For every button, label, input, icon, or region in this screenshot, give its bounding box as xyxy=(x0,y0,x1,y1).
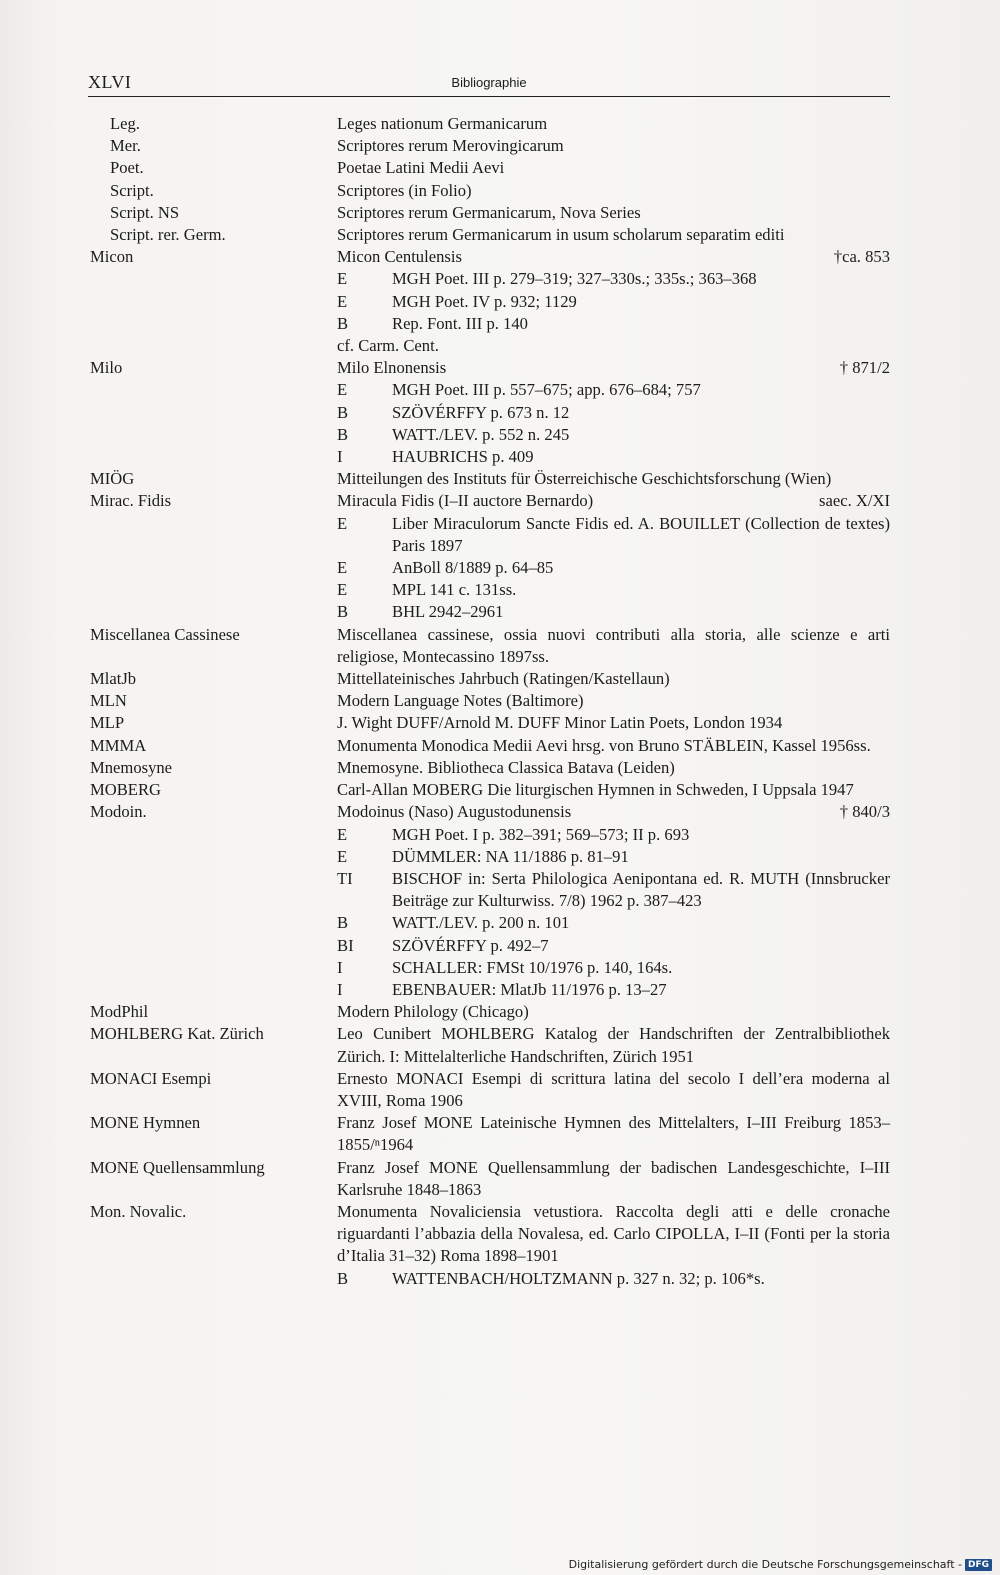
entry-abbreviation: Micon xyxy=(90,247,134,267)
entry-text: Modoinus (Naso) Augustodunensis xyxy=(337,802,572,822)
bibliography-subentry xyxy=(0,868,1000,912)
entry-code: I xyxy=(337,447,343,467)
entry-text: Miracula Fidis (I–II auctore Bernardo) xyxy=(337,491,594,511)
entry-code: E xyxy=(337,513,348,533)
entry-text: Liber Miraculorum Sancte Fidis ed. A. BOUILLET (Collection de textes) Paris 1897 xyxy=(392,513,890,555)
bibliography-subentry xyxy=(0,513,1000,557)
entry-text: cf. Carm. Cent. xyxy=(337,336,439,356)
bibliography-subentry xyxy=(0,268,1000,290)
entry-text: Scriptores rerum Merovingicarum xyxy=(337,136,564,156)
bibliography-entry xyxy=(0,202,1000,224)
entry-text: J. Wight DUFF/Arnold M. DUFF Minor Latin Poets, London 1934 xyxy=(337,713,783,733)
bibliography-entry xyxy=(0,113,1000,135)
entry-abbreviation: MONE Hymnen xyxy=(90,1113,201,1133)
bibliography-entry xyxy=(0,357,1000,379)
entry-code: BI xyxy=(337,935,354,955)
entry-text: Miscellanea cassinese, ossia nuovi contributi alla storia, alle scienze e arti religiose, Montecassino 1897ss. xyxy=(337,624,890,666)
bibliography-entry xyxy=(0,624,1000,668)
bibliography-entry xyxy=(0,1023,1000,1067)
entry-abbreviation: Mirac. Fidis xyxy=(90,491,172,511)
entry-text: MGH Poet. III p. 279–319; 327–330s.; 335s.; 363–368 xyxy=(392,269,757,289)
bibliography-entry xyxy=(0,490,1000,512)
entry-text: SZÖVÉRFFY p. 492–7 xyxy=(392,935,549,955)
bibliography-list xyxy=(0,113,1000,1290)
bibliography-entry xyxy=(0,735,1000,757)
entry-text: Ernesto MONACI Esempi di scrittura latina del secolo I dell’era moderna al XVIII, Roma 1906 xyxy=(337,1068,890,1110)
entry-abbreviation: Modoin. xyxy=(90,802,147,822)
entry-abbreviation: Mer. xyxy=(110,136,141,156)
entry-abbreviation: MMMA xyxy=(90,735,147,755)
bibliography-entry xyxy=(0,757,1000,779)
entry-text: Scriptores rerum Germanicarum in usum scholarum separatim editi xyxy=(337,225,785,245)
bibliography-entry xyxy=(0,668,1000,690)
entry-code: E xyxy=(337,291,348,311)
entry-text: Poetae Latini Medii Aevi xyxy=(337,158,505,178)
entry-code: E xyxy=(337,558,348,578)
entry-code: E xyxy=(337,269,348,289)
entry-abbreviation: ModPhil xyxy=(90,1002,149,1022)
entry-abbreviation: MLN xyxy=(90,691,127,711)
bibliography-entry xyxy=(0,157,1000,179)
bibliography-entry xyxy=(0,180,1000,202)
funding-note: Digitalisierung gefördert durch die Deutsche Forschungsgemeinschaft - xyxy=(568,1558,962,1571)
entry-text: Scriptores (in Folio) xyxy=(337,180,472,200)
entry-abbreviation: MOHLBERG Kat. Zürich xyxy=(90,1024,264,1044)
entry-text: Modern Philology (Chicago) xyxy=(337,1002,529,1022)
entry-code: B xyxy=(337,402,349,422)
entry-code: B xyxy=(337,424,349,444)
bibliography-entry xyxy=(0,1068,1000,1112)
entry-text: SCHALLER: FMSt 10/1976 p. 140, 164s. xyxy=(392,957,673,977)
entry-abbreviation: Milo xyxy=(90,358,123,378)
entry-abbreviation: Poet. xyxy=(110,158,144,178)
entry-text: Franz Josef MONE Quellensammlung der badischen Landesgeschichte, I–III Karlsruhe 1848–1863 xyxy=(337,1157,890,1199)
bibliography-entry xyxy=(0,690,1000,712)
entry-text: MPL 141 c. 131ss. xyxy=(392,580,517,600)
entry-text: MGH Poet. I p. 382–391; 569–573; II p. 693 xyxy=(392,824,690,844)
entry-text: HAUBRICHS p. 409 xyxy=(392,447,534,467)
bibliography-entry xyxy=(0,468,1000,490)
entry-date: † 840/3 xyxy=(839,802,890,822)
entry-text: Mittellateinisches Jahrbuch (Ratingen/Kastellaun) xyxy=(337,669,670,689)
bibliography-subentry xyxy=(0,424,1000,446)
entry-abbreviation: MOBERG xyxy=(90,780,161,800)
funding-footer xyxy=(569,1558,992,1571)
entry-text: Franz Josef MONE Lateinische Hymnen des Mittelalters, I–III Freiburg 1853–1855/ⁿ1964 xyxy=(337,1113,890,1155)
entry-date: †ca. 853 xyxy=(833,247,890,267)
entry-text: Micon Centulensis xyxy=(337,247,462,267)
bibliography-subentry xyxy=(0,846,1000,868)
entry-text: Milo Elnonensis xyxy=(337,358,447,378)
bibliography-entry xyxy=(0,779,1000,801)
bibliography-entry xyxy=(0,224,1000,246)
running-header xyxy=(88,70,890,97)
bibliography-entry xyxy=(0,246,1000,268)
bibliography-entry xyxy=(0,335,1000,357)
entry-date: saec. X/XI xyxy=(819,491,890,511)
entry-abbreviation: Leg. xyxy=(110,114,140,133)
entry-code: B xyxy=(337,602,349,622)
entry-text: BISCHOF in: Serta Philologica Aenipontana ed. R. MUTH (Innsbrucker Beiträge zur Kulturwiss. 7/8) 1962 p. 387–423 xyxy=(392,868,890,911)
entry-code: E xyxy=(337,380,348,400)
entry-code: E xyxy=(337,580,348,600)
entry-abbreviation: Miscellanea Cassinese xyxy=(90,624,240,644)
entry-abbreviation: MONE Quellensammlung xyxy=(90,1157,265,1177)
entry-abbreviation: MlatJb xyxy=(90,669,137,689)
entry-abbreviation: Script. NS xyxy=(110,202,180,222)
bibliography-subentry xyxy=(0,601,1000,623)
bibliography-entry xyxy=(0,1201,1000,1268)
bibliography-entry xyxy=(0,712,1000,734)
entry-code: B xyxy=(337,1268,349,1288)
entry-abbreviation: Script. rer. Germ. xyxy=(110,225,226,245)
entry-text: BHL 2942–2961 xyxy=(392,602,504,622)
entry-text: Monumenta Monodica Medii Aevi hrsg. von Bruno STÄBLEIN, Kassel 1956ss. xyxy=(337,735,871,755)
entry-date: † 871/2 xyxy=(839,358,890,378)
running-title: Bibliographie xyxy=(451,75,527,90)
bibliography-subentry xyxy=(0,579,1000,601)
bibliography-subentry xyxy=(0,313,1000,335)
entry-code: I xyxy=(337,957,343,977)
bibliography-subentry xyxy=(0,824,1000,846)
entry-text: WATT./LEV. p. 552 n. 245 xyxy=(392,424,570,444)
bibliography-subentry xyxy=(0,912,1000,934)
bibliography-subentry xyxy=(0,935,1000,957)
entry-text: Rep. Font. III p. 140 xyxy=(392,313,528,333)
bibliography-entry xyxy=(0,801,1000,823)
bibliography-subentry xyxy=(0,557,1000,579)
bibliography-subentry xyxy=(0,446,1000,468)
entry-text: Leo Cunibert MOHLBERG Katalog der Handschriften der Zentralbibliothek Zürich. I: Mittelalterliche Handschriften, Zürich 1951 xyxy=(337,1024,890,1066)
bibliography-subentry xyxy=(0,979,1000,1001)
entry-code: B xyxy=(337,913,349,933)
bibliography-entry xyxy=(0,135,1000,157)
entry-code: E xyxy=(337,824,348,844)
entry-text: WATTENBACH/HOLTZMANN p. 327 n. 32; p. 106*s. xyxy=(392,1268,765,1288)
bibliography-entry xyxy=(0,1157,1000,1201)
entry-text: MGH Poet. IV p. 932; 1129 xyxy=(392,291,577,311)
entry-code: TI xyxy=(337,868,353,888)
entry-text: MGH Poet. III p. 557–675; app. 676–684; 757 xyxy=(392,380,701,400)
entry-text: EBENBAUER: MlatJb 11/1976 p. 13–27 xyxy=(392,979,667,999)
bibliography-entry xyxy=(0,1001,1000,1023)
bibliography-subentry xyxy=(0,1268,1000,1290)
entry-code: I xyxy=(337,979,343,999)
entry-code: B xyxy=(337,313,349,333)
entry-text: Mnemosyne. Bibliotheca Classica Batava (Leiden) xyxy=(337,757,675,777)
entry-text: Carl-Allan MOBERG Die liturgischen Hymnen in Schweden, I Uppsala 1947 xyxy=(337,780,854,800)
entry-abbreviation: Mon. Novalic. xyxy=(90,1201,187,1221)
bibliography-subentry xyxy=(0,402,1000,424)
entry-abbreviation: MIÖG xyxy=(90,469,135,489)
entry-abbreviation: Mnemosyne xyxy=(90,757,173,777)
entry-abbreviation: Script. xyxy=(110,180,154,200)
entry-text: Monumenta Novaliciensia vetustiora. Raccolta degli atti e delle cronache riguardanti l’abbazia della Novalesa, ed. Carlo CIPOLLA, I–II (Fonti per la storia d’Italia 31–32) Roma 1898–1901 xyxy=(337,1201,890,1266)
bibliography-subentry xyxy=(0,291,1000,313)
bibliography-entry xyxy=(0,1112,1000,1156)
entry-text: Scriptores rerum Germanicarum, Nova Series xyxy=(337,202,641,222)
page-number: XLVI xyxy=(88,72,132,92)
dfg-logo: DFG xyxy=(965,1559,992,1571)
entry-text: SZÖVÉRFFY p. 673 n. 12 xyxy=(392,402,570,422)
bibliography-subentry xyxy=(0,957,1000,979)
entry-text: Modern Language Notes (Baltimore) xyxy=(337,691,584,711)
entry-text: AnBoll 8/1889 p. 64–85 xyxy=(392,558,554,578)
entry-text: DÜMMLER: NA 11/1886 p. 81–91 xyxy=(392,846,629,866)
entry-text: Mitteilungen des Instituts für Österreichische Geschichtsforschung (Wien) xyxy=(337,469,832,489)
entry-text: WATT./LEV. p. 200 n. 101 xyxy=(392,913,570,933)
entry-abbreviation: MLP xyxy=(90,713,125,733)
bibliography-subentry xyxy=(0,379,1000,401)
entry-text: Leges nationum Germanicarum xyxy=(337,114,548,133)
entry-code: E xyxy=(337,846,348,866)
entry-abbreviation: MONACI Esempi xyxy=(90,1068,212,1088)
